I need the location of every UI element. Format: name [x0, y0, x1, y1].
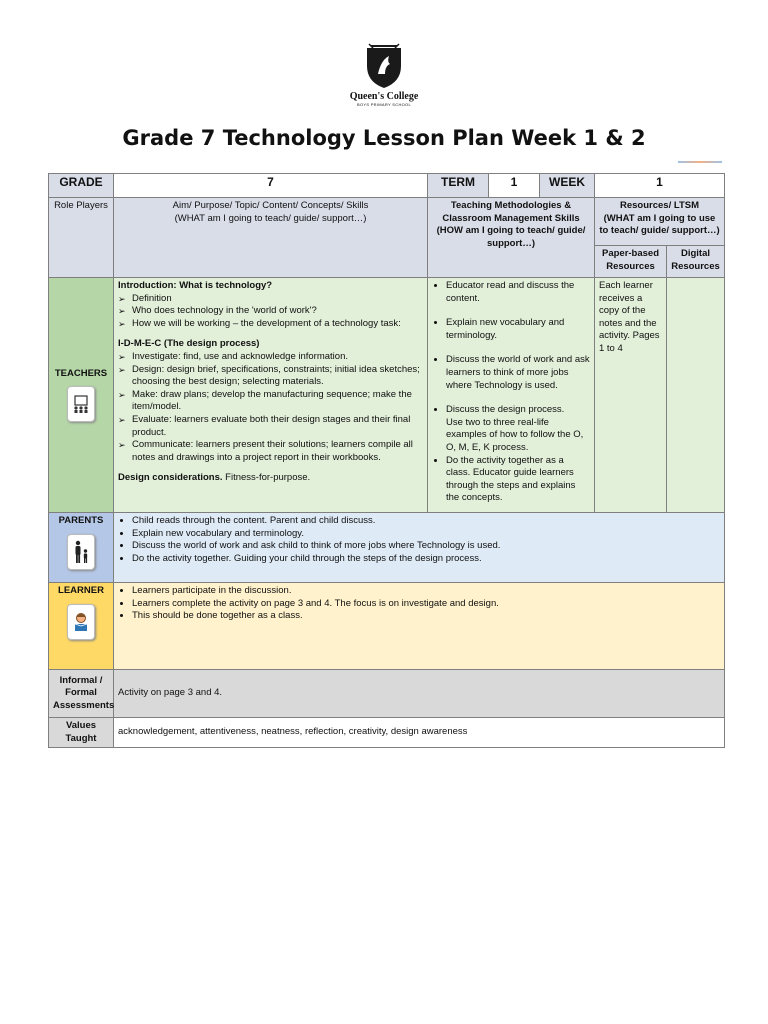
- term-value: 1: [489, 174, 540, 198]
- page-title: Grade 7 Technology Lesson Plan Week 1 & 2: [122, 126, 646, 150]
- values-row: [49, 718, 725, 748]
- parents-label: PARENTS: [58, 515, 104, 526]
- process-heading: I-D-M-E-C (The design process): [118, 338, 260, 350]
- school-subtitle: BOYS PRIMARY SCHOOL: [356, 102, 411, 107]
- digital-resources-cell: [667, 278, 725, 513]
- teachers-methods-cell: [428, 278, 595, 513]
- decorative-line: [678, 161, 722, 163]
- header-row: [49, 174, 725, 198]
- grade-label: GRADE: [49, 174, 114, 198]
- learner-item: • Learners complete the activity on page 3 and 4. The focus is on investigate and design.: [132, 598, 720, 611]
- parents-row: [49, 513, 725, 583]
- learner-label: LEARNER: [58, 585, 104, 596]
- aim-header: [114, 198, 428, 278]
- lesson-plan-table: [48, 173, 725, 748]
- parents-item: • Child reads through the content. Parent and child discuss.: [132, 515, 720, 528]
- learner-item: • This should be done together as a class.: [132, 610, 720, 623]
- design-considerations: [118, 472, 423, 485]
- parents-list: [118, 515, 720, 565]
- parent-child-icon: [67, 534, 95, 570]
- considerations-text: Fitness-for-purpose.: [222, 472, 311, 484]
- process-item: ➢ Investigate: find, use and acknowledge information.: [118, 351, 423, 364]
- resources-header-line1: Resources/ LTSM: [619, 200, 699, 211]
- teaching-header-line1: Teaching Methodologies & Classroom Management Skills: [442, 200, 580, 224]
- school-logo: [345, 42, 423, 107]
- intro-item: ➢ How we will be working – the development of a technology task:: [118, 318, 423, 331]
- column-header-row: [49, 198, 725, 246]
- method-item: • Explain new vocabulary and terminology.: [446, 317, 590, 342]
- parents-role-cell: [49, 513, 114, 583]
- intro-list: [118, 293, 423, 331]
- teachers-content-cell: [114, 278, 428, 513]
- assessments-label: Informal / Formal Assessments: [49, 670, 114, 718]
- teaching-header-line2: (HOW am I going to teach/ guide/ support…): [436, 225, 586, 249]
- process-item: ➢ Communicate: learners present their solutions; learners compile all notes and drawings into a project report in their workbooks.: [118, 439, 423, 464]
- values-text: acknowledgement, attentiveness, neatness, reflection, creativity, design awareness: [114, 718, 725, 748]
- method-item: • Educator read and discuss the content.: [446, 280, 590, 305]
- intro-heading: Introduction: What is technology?: [118, 280, 273, 291]
- aim-header-line1: Aim/ Purpose/ Topic/ Content/ Concepts/ Skills: [172, 200, 369, 211]
- intro-item: ➢ Definition: [118, 293, 423, 306]
- learner-list: [118, 585, 720, 623]
- learner-content-cell: [114, 583, 725, 670]
- paper-based-header: Paper-based Resources: [595, 246, 667, 278]
- assessments-row: [49, 670, 725, 718]
- methods-list: [432, 280, 590, 505]
- teachers-role-cell: [49, 278, 114, 513]
- week-value: 1: [595, 174, 725, 198]
- learner-role-cell: [49, 583, 114, 670]
- process-item: ➢ Design: design brief, specifications, constraints; initial idea sketches; choosing the best design; selecting materials.: [118, 364, 423, 389]
- method-item-text: Discuss the design process.: [446, 404, 565, 416]
- teacher-board-icon: [67, 386, 95, 422]
- method-item: [446, 404, 590, 454]
- values-label: Values Taught: [49, 718, 114, 748]
- school-crest-icon: [363, 42, 405, 90]
- considerations-label: Design considerations.: [118, 472, 223, 484]
- process-item: ➢ Make: draw plans; develop the manufacturing sequence; make the item/model.: [118, 389, 423, 414]
- resources-header: [595, 198, 725, 246]
- teaching-header: [428, 198, 595, 278]
- method-item: • Discuss the world of work and ask learners to think of more jobs where Technology is used.: [446, 354, 590, 392]
- process-item: ➢ Evaluate: learners evaluate both their design stages and their final product.: [118, 414, 423, 439]
- parents-item: • Explain new vocabulary and terminology.: [132, 528, 720, 541]
- method-extra: Use two to three real-life examples of how to follow the O, O, M, E, K process.: [446, 416, 584, 453]
- paper-resources-cell: Each learner receives a copy of the notes and the activity. Pages 1 to 4: [595, 278, 667, 513]
- method-item: • Do the activity together as a class. Educator guide learners through the steps and explains the concepts.: [446, 455, 590, 505]
- parents-item: • Do the activity together. Guiding your child through the steps of the design process.: [132, 553, 720, 566]
- teachers-label: TEACHERS: [54, 367, 108, 379]
- intro-item: ➢ Who does technology in the 'world of work'?: [118, 305, 423, 318]
- teachers-row: [49, 278, 725, 513]
- parents-item: • Discuss the world of work and ask child to think of more jobs where Technology is used.: [132, 540, 720, 553]
- week-label: WEEK: [540, 174, 595, 198]
- term-label: TERM: [428, 174, 489, 198]
- digital-header: Digital Resources: [667, 246, 725, 278]
- aim-header-line2: (WHAT am I going to teach/ guide/ support…): [174, 212, 367, 224]
- process-list: [118, 351, 423, 464]
- role-players-header: Role Players: [49, 198, 114, 278]
- resources-header-line2: (WHAT am I going to use to teach/ guide/ support…): [599, 212, 720, 237]
- parents-content-cell: [114, 513, 725, 583]
- learner-reading-icon: [67, 604, 95, 640]
- learner-item: • Learners participate in the discussion.: [132, 585, 720, 598]
- learner-row: [49, 583, 725, 670]
- grade-value: 7: [114, 174, 428, 198]
- school-name: Queen's College: [349, 91, 419, 102]
- assessments-text: Activity on page 3 and 4.: [114, 670, 725, 718]
